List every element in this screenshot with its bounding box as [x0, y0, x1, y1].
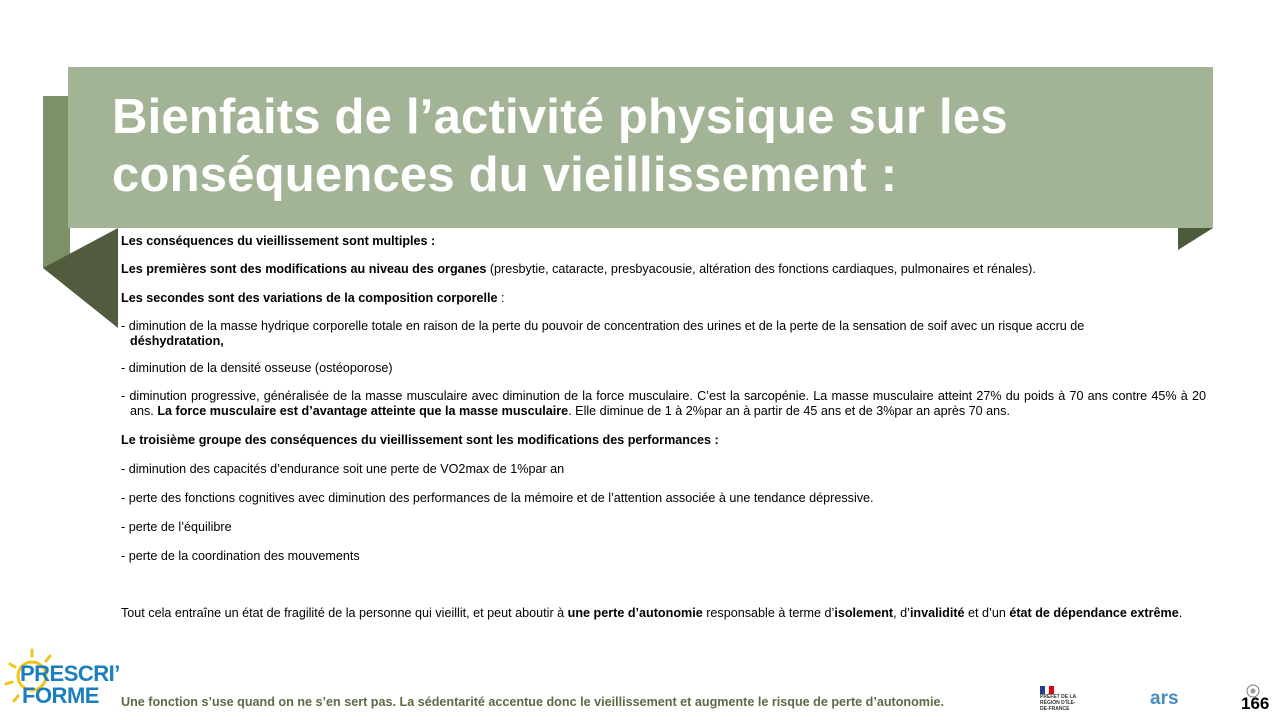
organs-detail: (presbytie, cataracte, presbyacousie, altération des fonctions cardiaques, pulmonaires et rénales). — [486, 262, 1036, 276]
logo-line-1: PRESCRI’ — [20, 661, 120, 686]
bullet-sarcopenia-bold: La force musculaire est d’avantage atteinte que la masse musculaire — [157, 404, 569, 418]
conclusion-text: responsable à terme d’ — [702, 606, 835, 620]
page-title-line-2: conséquences du vieillissement : — [112, 148, 898, 202]
bullet-hydration-bold: déshydratation, — [130, 334, 224, 348]
conclusion-text: et d’un — [964, 606, 1010, 620]
logo-line-2: FORME — [22, 683, 99, 708]
list-item — [121, 319, 1151, 349]
slide-content — [121, 234, 1206, 621]
performance-heading: Le troisième groupe des conséquences du vieillissement sont les modifications des performances : — [121, 433, 719, 447]
list-item — [121, 389, 1206, 419]
bullet-sarcopenia-rest: . Elle diminue de 1 à 2%par an à partir de 45 ans et de 3%par an après 70 ans. — [568, 404, 1010, 418]
bullet-sarcopenia-text: - diminution progressive, généralisée de la masse musculaire avec diminution de la force musculaire. C’est la sarcopénie. La masse musculaire atteint 27% du poids à 70 ans contre 45% à 20 ans. — [121, 389, 1206, 418]
list-item: - perte des fonctions cognitives avec diminution des performances de la mémoire et de l’attention associée à une tendance dépressive. — [121, 491, 874, 505]
organs-paragraph — [121, 262, 1206, 277]
prefet-label: PRÉFET DE LA RÉGION D’ÎLE-DE-FRANCE — [1040, 694, 1076, 712]
conclusion-bold: état de dépendance extrême — [1009, 606, 1179, 620]
intro-heading: Les conséquences du vieillissement sont multiples : — [121, 234, 436, 248]
list-item: - diminution des capacités d’endurance soit une perte de VO2max de 1%par an — [121, 462, 565, 476]
conclusion-paragraph — [121, 606, 1206, 621]
conclusion-bold: isolement — [834, 606, 894, 620]
banner-fold-shadow — [43, 228, 118, 328]
ars-logo: ars — [1150, 688, 1179, 709]
prescriforme-wordmark — [20, 663, 120, 707]
list-item: - perte de l’équilibre — [121, 520, 232, 534]
conclusion-text: Tout cela entraîne un état de fragilité de la personne qui vieillit, et peut aboutir à — [121, 606, 568, 620]
french-flag-icon — [1040, 686, 1054, 694]
conclusion-text: . — [1178, 606, 1183, 620]
composition-heading: Les secondes sont des variations de la composition corporelle — [121, 291, 498, 305]
prefet-logo — [1040, 686, 1140, 714]
conclusion-text: , d’ — [893, 606, 910, 620]
page-title — [112, 88, 1202, 204]
list-item: - perte de la coordination des mouvements — [121, 549, 360, 563]
list-item — [121, 361, 1206, 376]
bullet-bone-density: - diminution de la densité osseuse (ostéoporose) — [121, 361, 393, 375]
organs-heading: Les premières sont des modifications au niveau des organes — [121, 262, 487, 276]
page-title-line-1: Bienfaits de l’activité physique sur les — [112, 90, 1008, 144]
conclusion-bold: une perte d’autonomie — [567, 606, 703, 620]
footer-tagline: Une fonction s’use quand on ne s’en sert pas. La sédentarité accentue donc le vieillissement et augmente le risque de perte d’autonomie. — [121, 695, 945, 709]
conclusion-bold: invalidité — [909, 606, 965, 620]
page-number: 166 — [1241, 694, 1270, 713]
composition-paragraph — [121, 291, 1206, 306]
bullet-hydration-text: - diminution de la masse hydrique corporelle totale en raison de la perte du pouvoir de concentration des urines et de la perte de la sensation de soif avec un risque accru de — [121, 319, 1085, 333]
composition-colon: : — [497, 291, 505, 305]
